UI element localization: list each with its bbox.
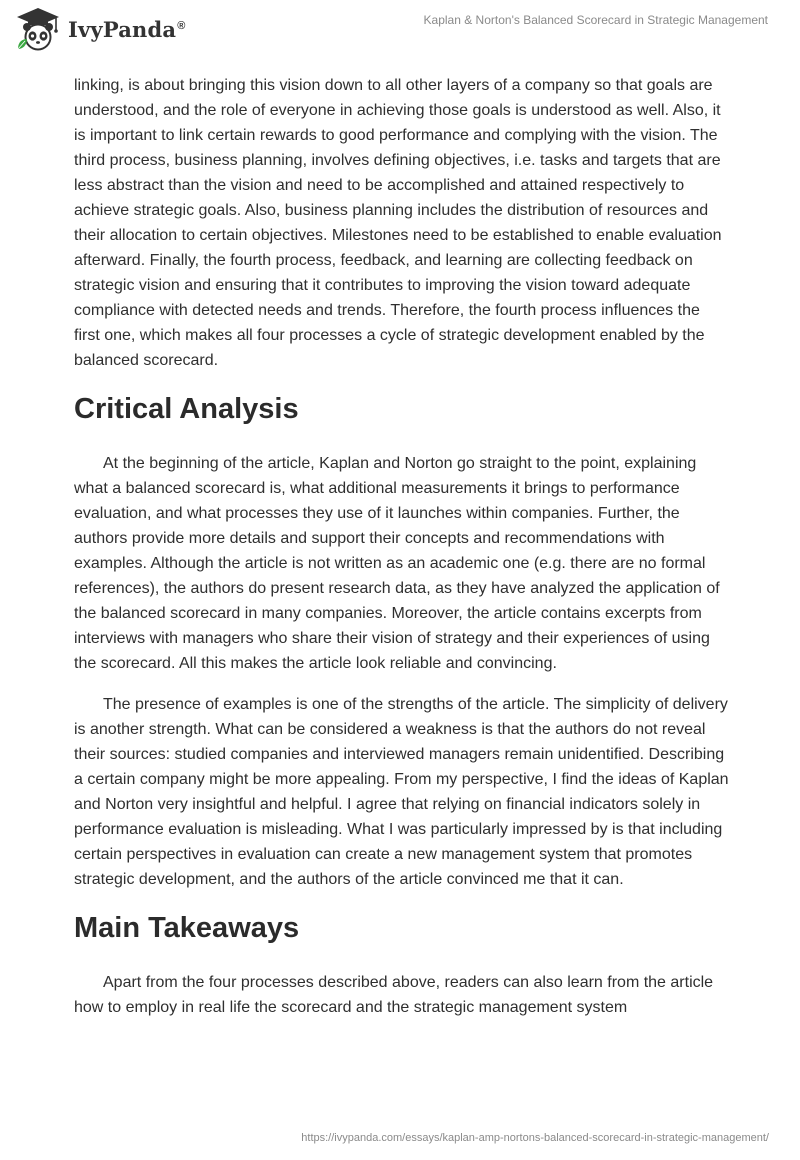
logo[interactable] bbox=[12, 6, 186, 52]
essay-content bbox=[74, 73, 730, 1036]
critical-analysis-heading: Critical Analysis bbox=[74, 393, 299, 425]
logo-text bbox=[68, 17, 186, 42]
main-takeaways-paragraph-1: Apart from the four processes described above, readers can also learn from the article how to employ in real life the scorecard and the strategic management system bbox=[74, 974, 714, 1016]
source-url[interactable]: https://ivypanda.com/essays/kaplan-amp-nortons-balanced-scorecard-in-strategic-management/ bbox=[301, 1132, 769, 1144]
critical-analysis-paragraph-2: The presence of examples is one of the strengths of the article. The simplicity of delivery is another strength. What can be considered a weakness is that the authors do not reveal their sources: studied companies and interviewed managers remain unidentified. Describing a certain company might be more appealing. From my perspective, I find the ideas of Kaplan and Norton very insightful and helpful. I agree that relying on financial indicators solely in performance evaluation is misleading. What I was particularly impressed by is that including certain perspectives in evaluation can create a new management system that promotes strategic development, and the authors of the article convinced me that it can. bbox=[74, 696, 729, 888]
logo-registered-mark: ® bbox=[177, 19, 186, 32]
logo-name: IvyPanda bbox=[68, 16, 177, 42]
panda-graduate-icon bbox=[12, 6, 64, 52]
critical-analysis-paragraph-1: At the beginning of the article, Kaplan and Norton go straight to the point, explaining what a balanced scorecard is, what additional measurements it brings to performance evaluation, and what processes they use of it launches within companies. Further, the authors provide more details and support their concepts and recommendations with examples. Although the article is not written as an academic one (e.g. there are no formal references), the authors do present research data, as they have analyzed the application of the balanced scorecard in many companies. Moreover, the article contains excerpts from interviews with managers who share their vision of strategy and their experiences of using the scorecard. All this makes the article look reliable and convincing. bbox=[74, 455, 720, 672]
main-takeaways-heading: Main Takeaways bbox=[74, 912, 300, 944]
document-title: Kaplan & Norton's Balanced Scorecard in Strategic Management bbox=[423, 13, 768, 27]
page-header bbox=[0, 0, 800, 60]
intro-paragraph: linking, is about bringing this vision down to all other layers of a company so that goals are understood, and the role of everyone in achieving those goals is understood as well. Also, it is important to link certain rewards to good performance and complying with the vision. The third process, business planning, involves defining objectives, i.e. tasks and targets that are less abstract than the vision and need to be accomplished and attained respectively to achieve strategic goals. Also, business planning includes the distribution of resources and their allocation to certain objectives. Milestones need to be established to enable evaluation afterward. Finally, the fourth process, feedback, and learning are collecting feedback on strategic vision and ensuring that it contributes to improving the vision toward adequate compliance with detected needs and trends. Therefore, the fourth process influences the first one, which makes all four processes a cycle of strategic development enabled by the balanced scorecard. bbox=[74, 77, 722, 369]
